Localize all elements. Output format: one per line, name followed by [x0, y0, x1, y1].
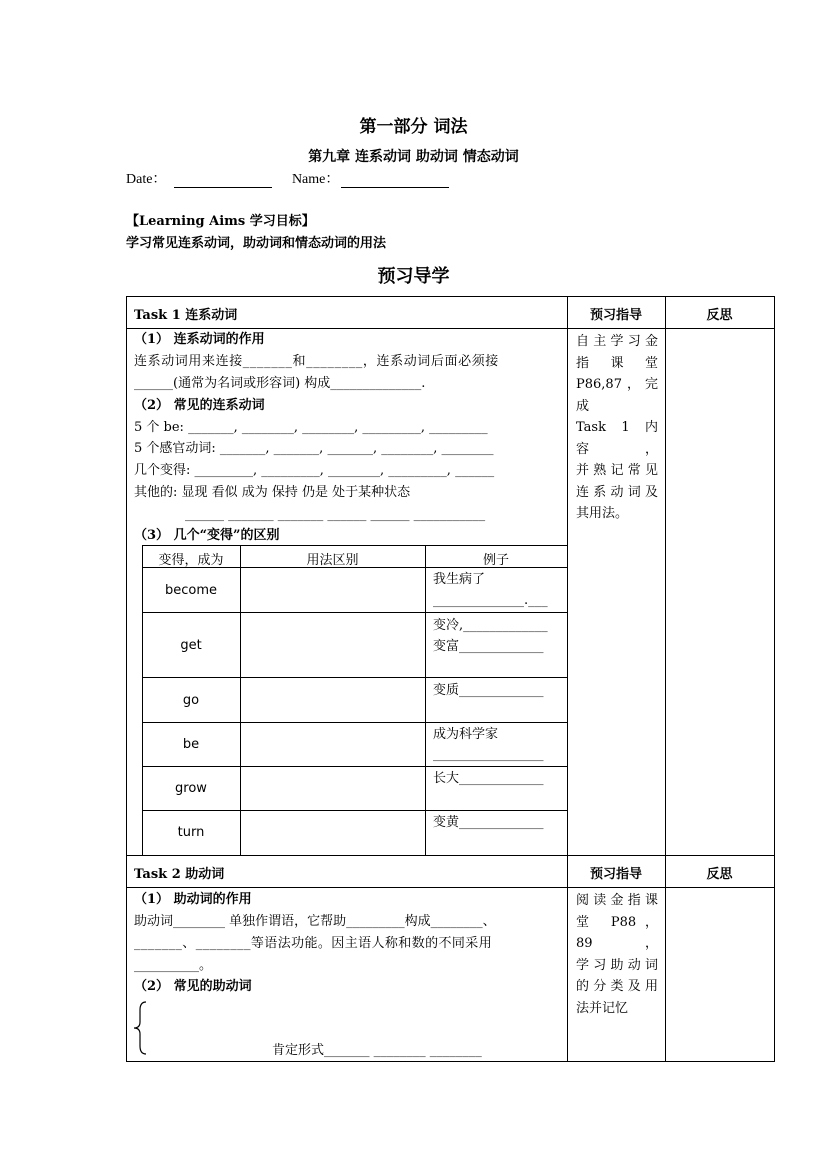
- task2-line3: __________。: [134, 958, 213, 973]
- aims-text: 学习常见连系动词，助动词和情态动词的用法: [126, 236, 387, 251]
- col-header-example: 例子: [482, 553, 509, 568]
- sense-verbs-line: 5 个感官动词: _______, _______, _______, ________, ________: [134, 441, 494, 456]
- task1-p3-heading: （3） 几个“变得”的区别: [134, 528, 280, 543]
- example-be-1: 成为科学家: [433, 727, 499, 742]
- example-get-1: 变冷,_____________: [433, 618, 548, 633]
- inner-line: [142, 766, 567, 767]
- guide-line: 堂 P88，89，: [576, 914, 658, 951]
- task1-guide: [576, 331, 658, 525]
- guide-line: P86,87，完成: [576, 377, 658, 414]
- become-verbs-line: 几个变得: _________, _________, ________, _________, ______: [134, 463, 495, 478]
- inner-line: [142, 722, 567, 723]
- example-become-1: 我生病了: [433, 572, 486, 587]
- task1-p1-heading: （1） 连系动词的作用: [134, 332, 265, 347]
- table-border-left: [126, 296, 127, 1062]
- date-label: Date：: [126, 172, 167, 187]
- task1-p1-line1: 连系动词用来连接_______和________，连系动词后面必须接: [134, 354, 499, 369]
- row-word-be: be: [182, 737, 200, 752]
- guide-line: 学习助动词: [576, 957, 658, 973]
- example-go-1: 变质_____________: [433, 683, 544, 698]
- section-title: 预习导学: [377, 266, 450, 287]
- guide-line: Task 1 内容，: [576, 420, 658, 457]
- guide-line: 法并记忆: [576, 1000, 629, 1016]
- task1-title: Task 1 连系动词: [134, 308, 238, 323]
- task1-p1-line2: ______(通常为名词或形容词) 构成______________.: [134, 376, 426, 391]
- name-label: Name：: [291, 172, 340, 187]
- row-word-grow: grow: [175, 781, 207, 796]
- part-title: 第一部分 词法: [359, 117, 468, 137]
- col-header-word: 变得，成为: [158, 553, 224, 568]
- example-become-2: ______________.___: [433, 593, 548, 608]
- left-brace-icon: [132, 1000, 152, 1056]
- date-name-line: [126, 168, 449, 188]
- task2-line1: 助动词________ 单独作谓语，它帮助_________构成________、: [134, 914, 496, 929]
- task2-p2-heading: （2） 常见的助动词: [134, 979, 252, 994]
- table-border-top: [126, 296, 775, 297]
- guide-line: 的分类及用: [576, 979, 658, 994]
- col-divider-2: [665, 296, 666, 1062]
- example-get-2: 变富_____________: [433, 639, 544, 654]
- be-verbs-line: 5 个 be: _______, ________, ________, _________, _________: [134, 420, 488, 435]
- inner-line: [425, 545, 426, 855]
- example-be-2: _________________: [433, 747, 544, 762]
- task2-guide-header: 预习指导: [589, 867, 642, 882]
- task1-reflect-header: 反思: [706, 308, 733, 323]
- guide-line: 并熟记常见: [576, 463, 658, 478]
- task2-p1-heading: （1） 助动词的作用: [134, 892, 252, 907]
- aims-heading: 【Learning Aims 学习目标】: [126, 214, 315, 229]
- task2-header-divider: [126, 887, 775, 888]
- affirmative-form-line: 肯定形式_______ ________ ________: [272, 1043, 482, 1058]
- col-header-usage: 用法区别: [306, 553, 359, 568]
- guide-line: 其用法。: [576, 506, 629, 521]
- other-verbs-blanks: ______ _______ _______ ______ ______ ___________: [185, 507, 486, 522]
- guide-line: 阅读金指课: [576, 893, 658, 908]
- task2-top-divider: [126, 855, 775, 856]
- task2-reflect-header: 反思: [706, 867, 733, 882]
- task1-guide-header: 预习指导: [589, 308, 642, 323]
- row-word-get: get: [180, 638, 202, 653]
- name-field[interactable]: [341, 173, 449, 188]
- task2-title: Task 2 助动词: [134, 867, 225, 882]
- example-turn-1: 变黄_____________: [433, 815, 544, 830]
- inner-line: [142, 545, 567, 546]
- row-word-turn: turn: [177, 825, 205, 840]
- guide-line: 指 课 堂: [576, 355, 658, 371]
- example-grow-1: 长大_____________: [433, 771, 544, 786]
- chapter-title: 第九章 连系动词 助动词 情态动词: [308, 149, 519, 165]
- table-border-right: [774, 296, 775, 1062]
- task2-guide: [576, 890, 658, 1019]
- row-word-become: become: [164, 583, 217, 598]
- inner-line: [142, 810, 567, 811]
- other-verbs-line: 其他的: 显现 看似 成为 保持 仍是 处于某种状态: [134, 485, 411, 500]
- inner-line: [142, 612, 567, 613]
- inner-line: [142, 677, 567, 678]
- guide-line: 自主学习金: [576, 334, 658, 349]
- guide-line: 连系动词及: [576, 484, 658, 500]
- date-field[interactable]: [174, 173, 272, 188]
- inner-line: [240, 545, 241, 855]
- task1-p2-heading: （2） 常见的连系动词: [134, 398, 265, 413]
- col-divider-1: [567, 296, 568, 1062]
- task2-line2: _______、________等语法功能。因主语人称和数的不同采用: [134, 936, 493, 951]
- row-word-go: go: [182, 693, 200, 708]
